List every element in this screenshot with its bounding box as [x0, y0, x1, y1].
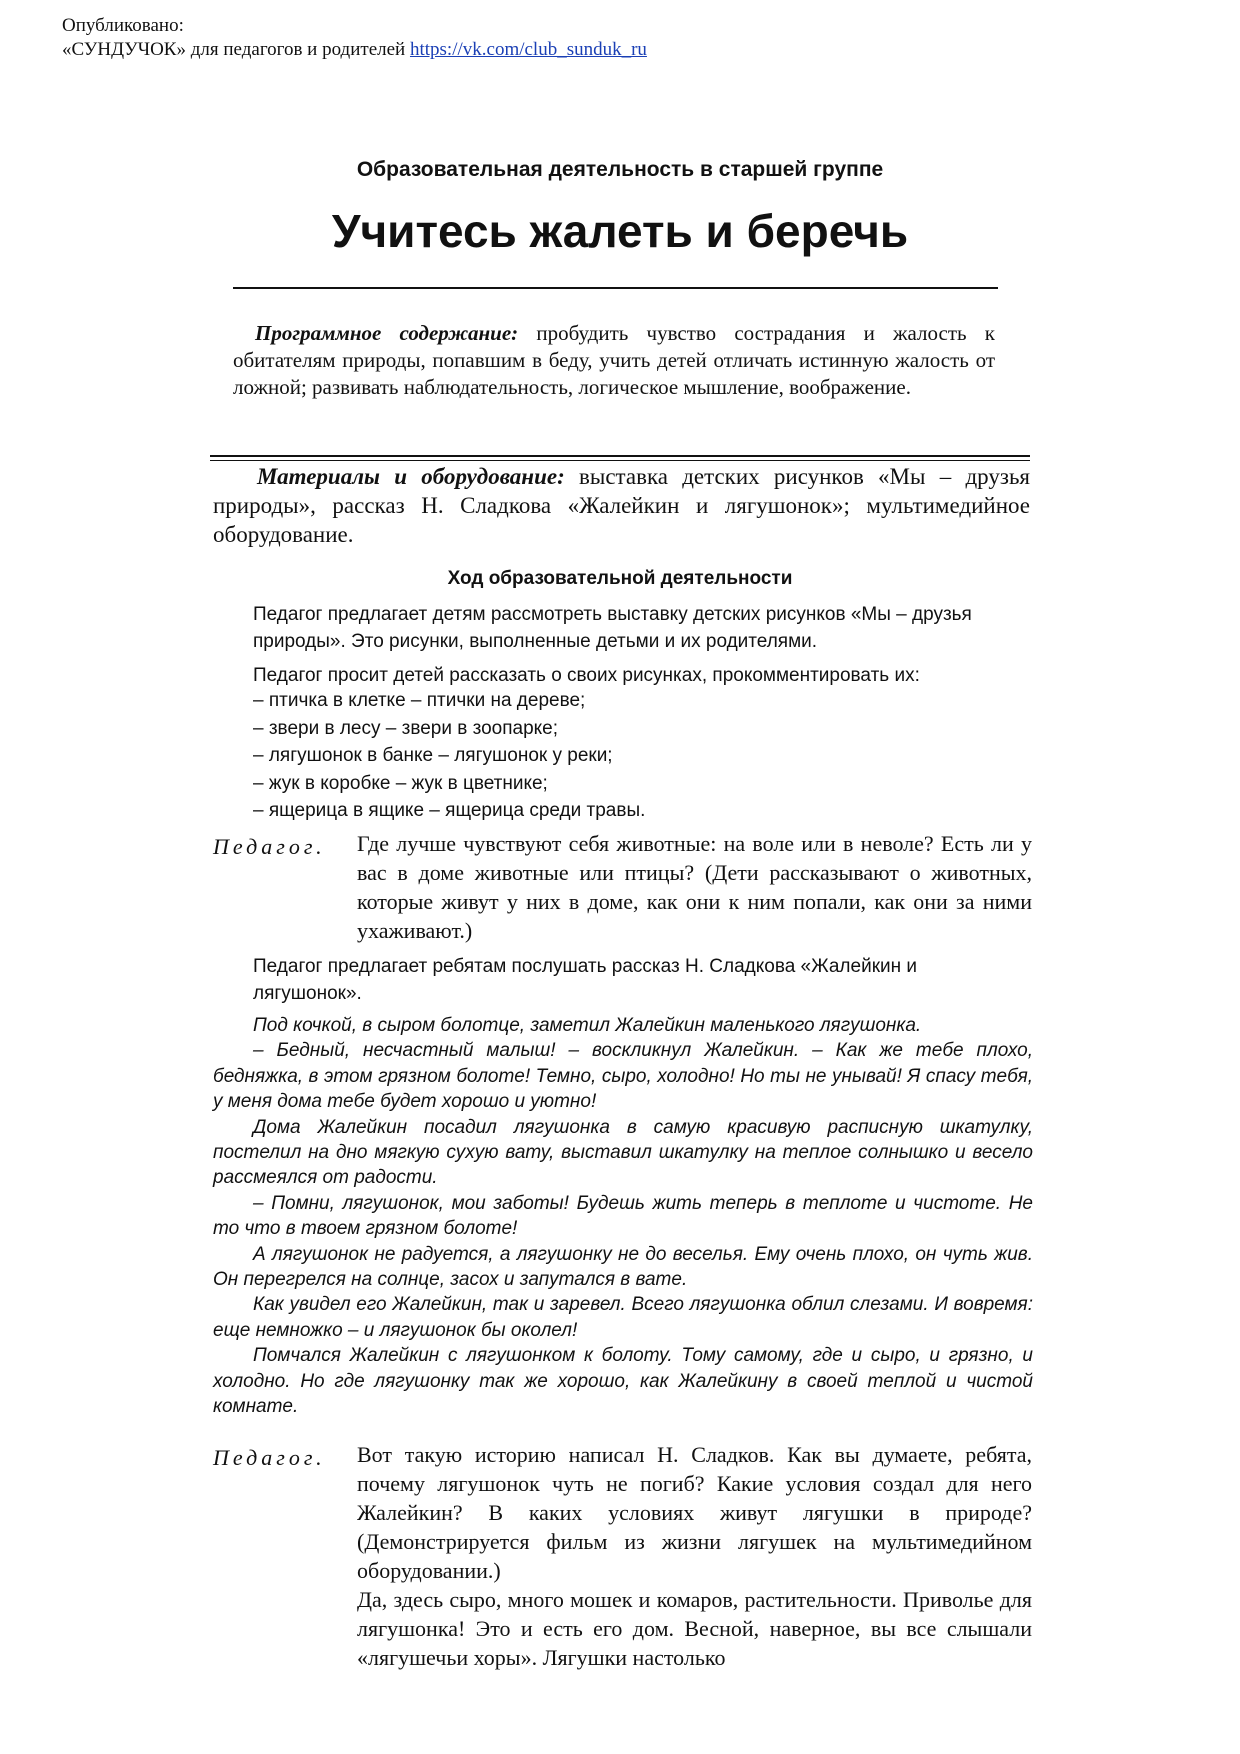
story-paragraph: А лягушонок не радуется, а лягушонку не до веселья. Ему очень плохо, он чуть жив. Он перегрелся на солнце, засох и запутался в вате.	[213, 1243, 1033, 1291]
materials-text: выставка детских рисунков «Мы – друзья природы», рассказ Н. Сладкова «Жалейкин и лягушонок»; мультимедийное оборудование.	[213, 464, 1031, 547]
page-title: Учитесь жалеть и беречь	[331, 205, 909, 257]
teacher-dialog	[357, 829, 1032, 945]
published-label: Опубликовано:	[62, 15, 184, 36]
publication-header	[62, 14, 647, 62]
program-content	[233, 320, 995, 401]
list-item: – ящерица в ящике – ящерица среди травы.	[253, 800, 646, 821]
program-label: Программное содержание:	[255, 321, 519, 345]
list-item: – жук в коробке – жук в цветнике;	[253, 772, 548, 794]
story-paragraph: Как увидел его Жалейкин, так и заревел. Всего лягушонка облил слезами. И вовремя: еще немножко – и лягушонок бы околел!	[213, 1294, 1033, 1341]
materials-block	[213, 462, 1030, 549]
list-item: – птичка в клетке – птички на дереве;	[253, 690, 586, 711]
drawing-pairs-list	[253, 687, 1028, 825]
story-paragraph: – Помни, лягушонок, мои заботы! Будешь жить теперь в теплоте и чистоте. Не то что в твоем грязном болоте!	[213, 1192, 1033, 1240]
program-text: пробудить чувство сострадания и жалость к обитателям природы, попавшим в беду, учить детей отличать истинную жалость от ложной; развивать наблюдательность, логическое мышление, воображение.	[233, 321, 995, 399]
speaker-label: Педагог.	[213, 1445, 326, 1470]
story-text	[213, 1013, 1033, 1420]
materials-divider-thin	[210, 460, 1030, 461]
story-intro: Педагог предлагает ребятам послушать рассказ Н. Сладкова «Жалейкин и лягушонок».	[253, 956, 918, 1004]
list-item: – лягушонок в банке – лягушонок у реки;	[253, 745, 613, 766]
page-subtitle: Образовательная деятельность в старшей группе	[356, 158, 884, 181]
materials-divider	[210, 455, 1030, 457]
list-item: – звери в лесу – звери в зоопарке;	[253, 717, 559, 739]
dialog-paragraph: Вот такую историю написал Н. Сладков. Как вы думаете, ребята, почему лягушонок чуть не погиб? Какие условия создал для него Жалейкин? В каких условиях живут лягушки в природе? (Демонстрируется фильм из жизни лягушек на мультимедийном оборудовании.)	[357, 1442, 1032, 1583]
intro-paragraph: Педагог предлагает детям рассмотреть выставку детских рисунков «Мы – друзья природы». Это рисунки, выполненные детьми и их родителями.	[253, 604, 972, 652]
materials-label: Материалы и оборудование:	[257, 464, 565, 489]
story-paragraph: – Бедный, несчастный малыш! – воскликнул Жалейкин. – Как же тебе плохо, бедняжка, в этом грязном болоте! Темно, сыро, холодно! Но ты не унывай! Я спасу тебя, у меня дома тебе будет хорошо и уютно!	[213, 1040, 1033, 1113]
source-line	[62, 38, 647, 62]
source-link[interactable]: https://vk.com/club_sunduk_ru	[409, 39, 647, 60]
story-paragraph: Дома Жалейкин посадил лягушонка в самую красивую расписную шкатулку, постелил на дно мягкую сухую вату, выставил шкатулку на теплое солнышко и весело рассмеялся от радости.	[213, 1116, 1033, 1189]
dialog-paragraph: Где лучше чувствуют себя животные: на воле или в неволе? Есть ли у вас в доме животные или птицы? (Дети рассказывают о животных, которые живут у них в доме, как они к ним попали, как они за ними ухаживают.)	[357, 831, 1032, 943]
section-title: Ход образовательной деятельности	[447, 568, 793, 589]
source-text: «СУНДУЧОК» для педагогов и родителей	[62, 39, 406, 60]
dialog-paragraph: Да, здесь сыро, много мошек и комаров, растительности. Приволье для лягушонка! Это и есть его дом. Весной, наверное, вы все слышали «лягушечьи хоры». Лягушки настолько	[357, 1587, 1032, 1670]
speaker-label: Педагог.	[213, 834, 326, 859]
intro-paragraph: Педагог просит детей рассказать о своих рисунках, прокомментировать их:	[253, 665, 920, 686]
story-paragraph: Помчался Жалейкин с лягушонком к болоту. Тому самому, где и сыро, и грязно, и холодно. Но где лягушонку так же хорошо, как Жалейкину в своей теплой и чистой комнате.	[213, 1345, 1033, 1418]
teacher-dialog	[357, 1440, 1032, 1672]
story-paragraph: Под кочкой, в сыром болотце, заметил Жалейкин маленького лягушонка.	[253, 1015, 922, 1036]
title-divider	[233, 287, 998, 289]
